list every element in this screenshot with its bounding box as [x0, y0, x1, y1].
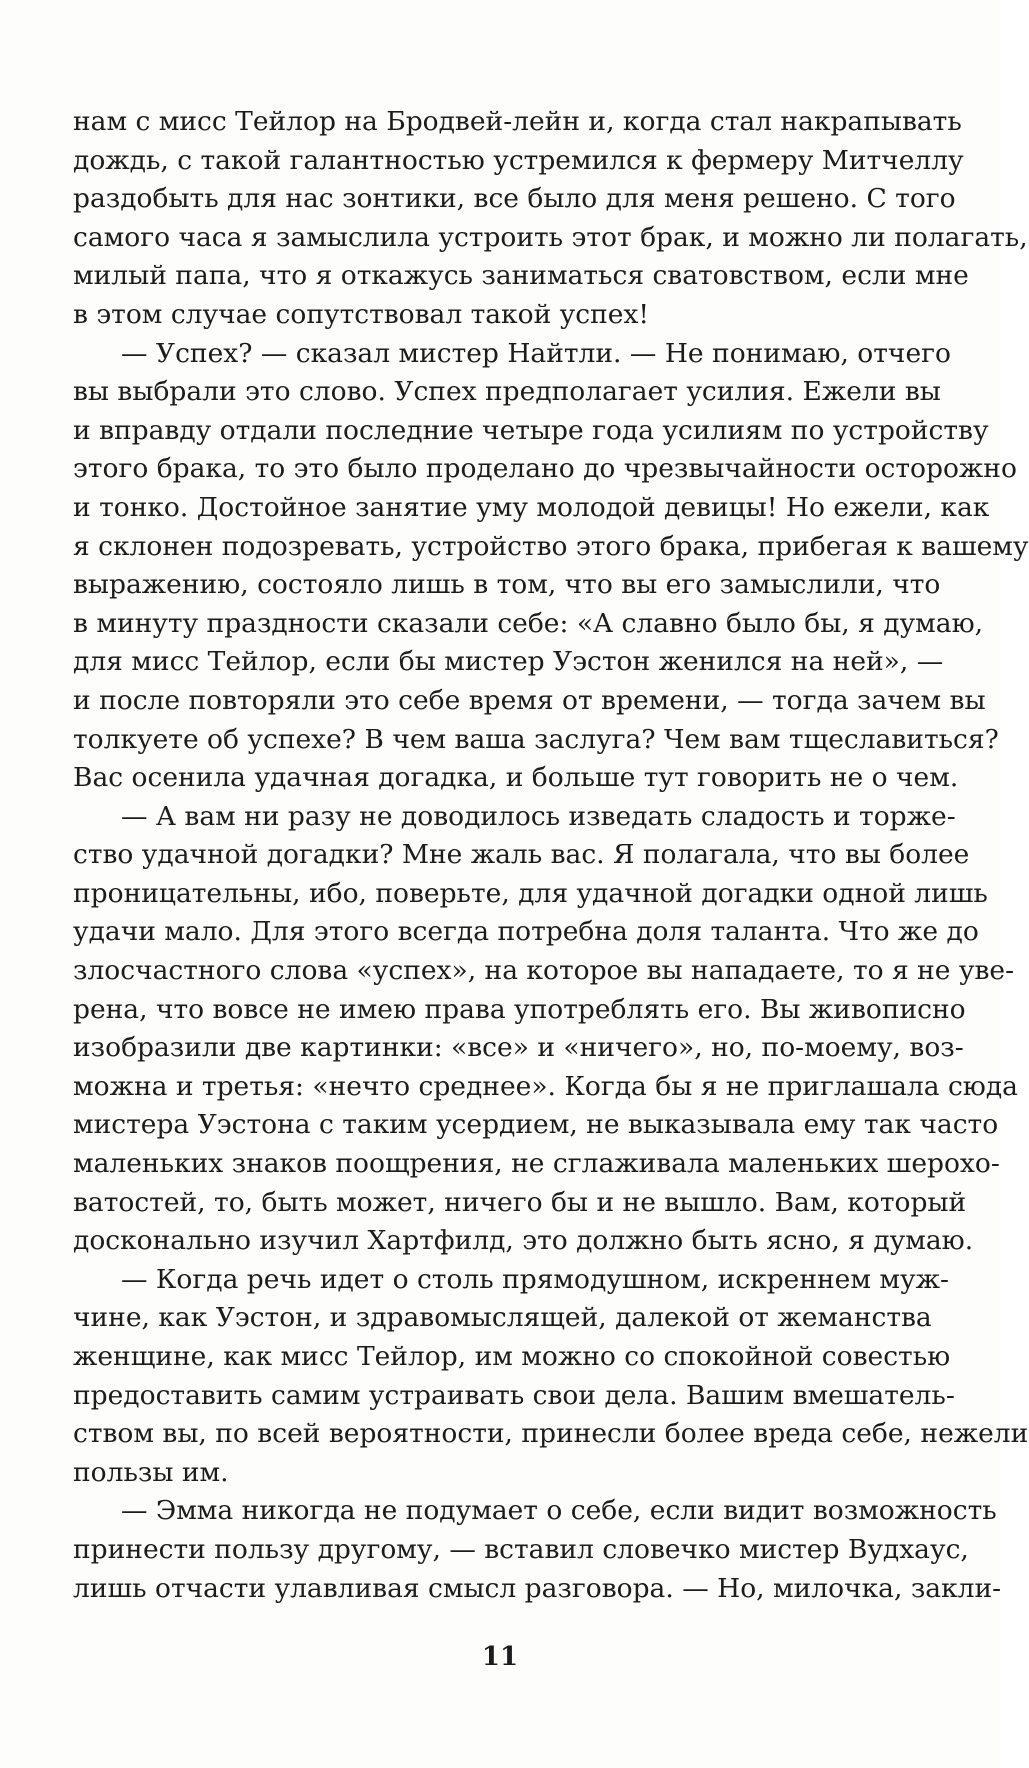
text-line: изобразили две картинки: «все» и «ничего», но, по-моему, воз-	[73, 1032, 964, 1064]
text-line: этого брака, то это было проделано до чрезвычайности осторожно	[73, 453, 1017, 485]
text-line: принести пользу другому, — вставил словечко мистер Вудхаус,	[73, 1533, 969, 1565]
body-text	[73, 103, 1029, 1608]
text-line: лишь отчасти улавливая смысл разговора. — Но, милочка, закли-	[73, 1572, 1002, 1604]
text-line: ватостей, то, быть может, ничего бы и не вышло. Вам, который	[73, 1186, 967, 1218]
text-line: для мисс Тейлор, если бы мистер Уэстон женился на ней», —	[73, 646, 944, 678]
text-line: маленьких знаков поощрения, не сглаживала маленьких шерохо-	[73, 1148, 1000, 1180]
text-line: ство удачной догадки? Мне жаль вас. Я полагала, что вы более	[73, 839, 970, 871]
text-line: — А вам ни разу не доводилось изведать сладость и торже-	[121, 800, 956, 832]
text-line: ством вы, по всей вероятности, принесли более вреда себе, нежели	[73, 1418, 1029, 1450]
text-line: в этом случае сопутствовал такой успех!	[73, 298, 650, 330]
text-line: — Когда речь идет о столь прямодушном, искреннем муж-	[121, 1263, 949, 1295]
text-line: выражению, состояло лишь в том, что вы его замыслили, что	[73, 569, 941, 601]
text-line: женщине, как мисс Тейлор, им можно со спокойной совестью	[73, 1341, 951, 1372]
text-line: пользы им.	[73, 1456, 229, 1488]
text-line: рена, что вовсе не имею права употреблять его. Вы живописно	[73, 993, 966, 1025]
text-line: нам с мисс Тейлор на Бродвей-лейн и, когда стал накрапывать	[73, 106, 962, 137]
text-line: и вправду отдали последние четыре года усилиям по устройству	[73, 414, 989, 446]
text-line: Вас осенила удачная догадка, и больше тут говорить не о чем.	[73, 762, 959, 794]
text-line: проницательны, ибо, поверьте, для удачной догадки одной лишь	[73, 877, 988, 909]
text-line: — Эмма никогда не подумает о себе, если видит возможность	[121, 1495, 997, 1527]
text-line: дождь, с такой галантностью устремился к фермеру Митчеллу	[73, 144, 964, 176]
text-line: раздобыть для нас зонтики, все было для меня решено. С того	[73, 183, 956, 215]
text-line: и после повторяли это себе время от времени, — тогда зачем вы	[73, 684, 986, 716]
text-line: — Успех? — сказал мистер Найтли. — Не понимаю, отчего	[121, 337, 951, 369]
text-line: в минуту праздности сказали себе: «А славно было бы, я думаю,	[73, 607, 984, 639]
text-line: я склонен подозревать, устройство этого брака, прибегая к вашему	[73, 530, 1029, 562]
text-line: предоставить самим устраивать свои дела. Вашим вмешатель-	[73, 1379, 955, 1411]
text-line: вы выбрали это слово. Успех предполагает усилия. Ежели вы	[73, 376, 941, 408]
text-line: толкуете об успехе? В чем ваша заслуга? Чем вам тщеславиться?	[73, 723, 999, 755]
text-line: злосчастного слова «успех», на которое вы нападаете, то я не уве-	[73, 955, 1015, 987]
text-line: и тонко. Достойное занятие уму молодой девицы! Но ежели, как	[73, 491, 990, 523]
text-line: мистера Уэстона с таким усердием, не выказывала ему так часто	[73, 1109, 999, 1141]
text-line: удачи мало. Для этого всегда потребна доля таланта. Что же до	[73, 916, 979, 948]
text-line: милый папа, что я откажусь заниматься сватовством, если мне	[73, 260, 969, 292]
text-line: досконально изучил Хартфилд, это должно быть ясно, я думаю.	[73, 1225, 974, 1257]
text-line: чине, как Уэстон, и здравомыслящей, далекой от жеманства	[73, 1302, 932, 1334]
text-line: можна и третья: «нечто среднее». Когда бы я не приглашала сюда	[73, 1070, 1018, 1102]
text-line: самого часа я замыслила устроить этот брак, и можно ли полагать,	[73, 221, 1028, 253]
page-number: 11	[481, 1642, 519, 1672]
